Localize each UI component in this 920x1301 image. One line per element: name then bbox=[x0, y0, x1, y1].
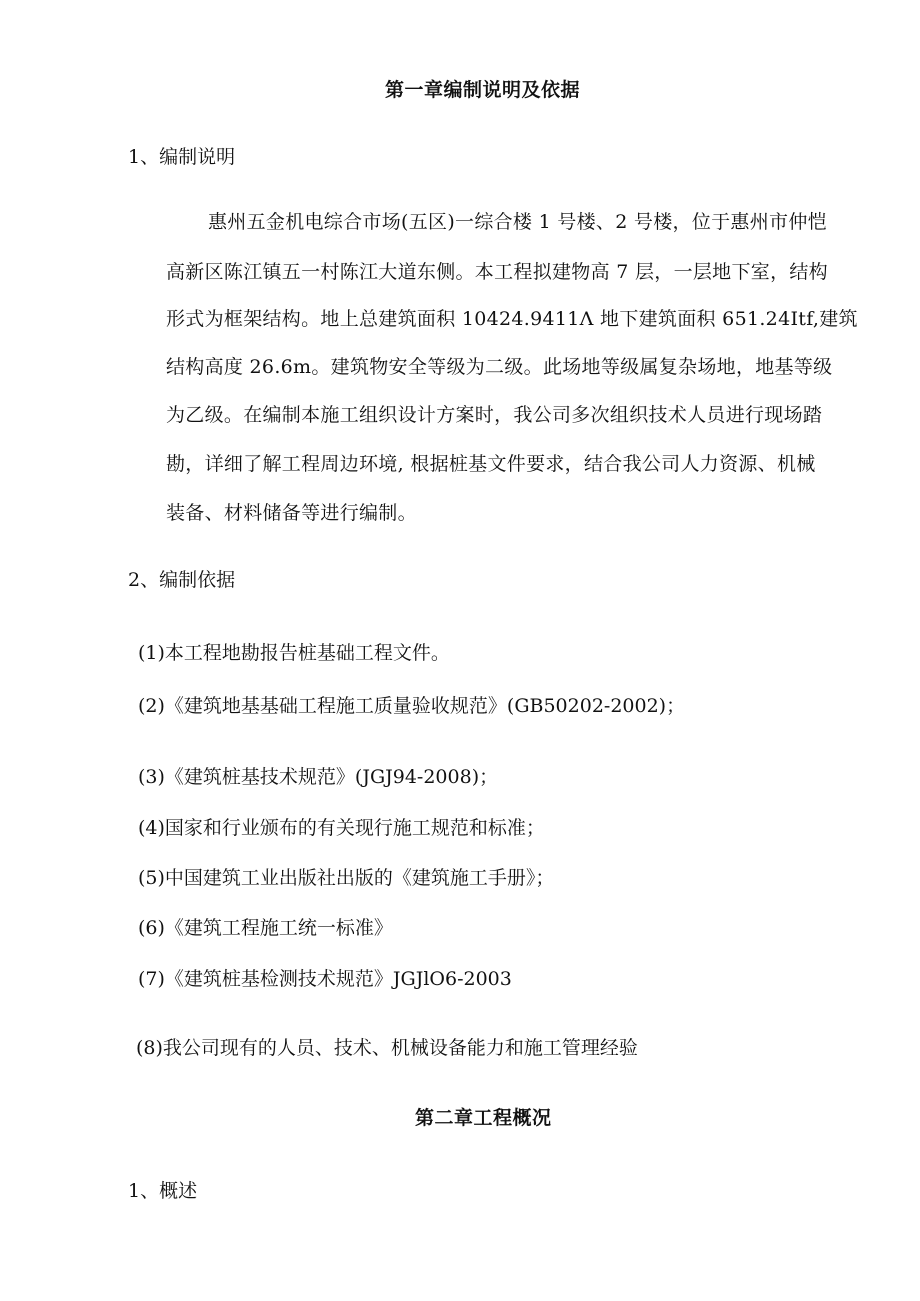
section-heading-overview: 1、概述 bbox=[128, 1180, 198, 1202]
paragraph-line: 结构高度 26.6m。建筑物安全等级为二级。此场地等级属复杂场地，地基等级 bbox=[166, 356, 833, 378]
basis-list-item: (2)《建筑地基基础工程施工质量验收规范》(GB50202-2002)； bbox=[138, 695, 686, 717]
section-heading-compilation-notes: 1、编制说明 bbox=[128, 146, 236, 168]
basis-list-item: (7)《建筑桩基检测技术规范》JGJlO6-2003 bbox=[138, 968, 512, 990]
paragraph-line: 勘，详细了解工程周边环境, 根据桩基文件要求，结合我公司人力资源、机械 bbox=[166, 453, 816, 475]
paragraph-line: 形式为框架结构。地上总建筑面积 10424.9411Λ 地下建筑面积 651.24Itf,建筑 bbox=[166, 308, 858, 330]
basis-list-item: (5)中国建筑工业出版社出版的《建筑施工手册》； bbox=[138, 867, 555, 889]
basis-list-item: (4)国家和行业颁布的有关现行施工规范和标准； bbox=[138, 817, 545, 839]
chapter-2-title: 第二章工程概况 bbox=[415, 1107, 552, 1129]
section-heading-compilation-basis: 2、编制依据 bbox=[128, 569, 236, 591]
basis-list-item: (8)我公司现有的人员、技术、机械设备能力和施工管理经验 bbox=[136, 1037, 638, 1059]
paragraph-line: 高新区陈江镇五一村陈江大道东侧。本工程拟建物高 7 层，一层地下室，结构 bbox=[166, 261, 828, 283]
basis-list-item: (1)本工程地勘报告桩基础工程文件。 bbox=[138, 642, 450, 664]
basis-list-item: (3)《建筑桩基技术规范》(JGJ94-2008)； bbox=[138, 766, 499, 788]
basis-list-item: (6)《建筑工程施工统一标准》 bbox=[138, 917, 393, 939]
chapter-1-title: 第一章编制说明及依据 bbox=[385, 79, 581, 101]
paragraph-line: 惠州五金机电综合市场(五区)一综合楼 1 号楼、2 号楼，位于惠州市仲恺 bbox=[208, 211, 827, 233]
paragraph-line: 装备、材料储备等进行编制。 bbox=[166, 502, 417, 524]
paragraph-line: 为乙级。在编制本施工组织设计方案时，我公司多次组织技术人员进行现场踏 bbox=[166, 404, 823, 426]
